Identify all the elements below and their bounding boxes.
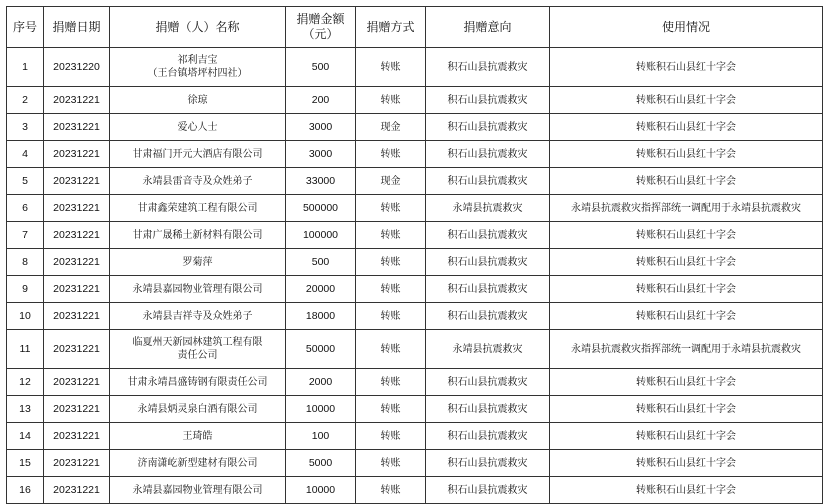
header-donor: 捐赠（人）名称: [110, 7, 286, 48]
cell-method: 转账: [356, 276, 426, 303]
cell-date: 20231221: [44, 369, 110, 396]
cell-intent: 永靖县抗震救灾: [426, 330, 550, 369]
table-row: [7, 396, 823, 423]
cell-donor: 永靖县吉祥寺及众姓弟子: [110, 303, 286, 330]
cell-intent: 永靖县抗震救灾: [426, 195, 550, 222]
cell-donor-line2: 责任公司: [177, 350, 218, 361]
cell-donor: 永靖县嘉园物业管理有限公司: [110, 276, 286, 303]
cell-usage: 转账积石山县红十字会: [550, 87, 823, 114]
cell-no: 4: [7, 141, 44, 168]
table-row: [7, 303, 823, 330]
cell-method: 转账: [356, 195, 426, 222]
table-row: [7, 222, 823, 249]
cell-donor: [110, 330, 286, 369]
table-row: [7, 477, 823, 504]
header-method: 捐赠方式: [356, 7, 426, 48]
table-header-row: [7, 7, 823, 48]
cell-donor: 甘肃永靖昌盛铸钢有限责任公司: [110, 369, 286, 396]
cell-date: 20231221: [44, 168, 110, 195]
cell-usage: 转账积石山县红十字会: [550, 396, 823, 423]
cell-no: 10: [7, 303, 44, 330]
cell-donor-line1: 临夏州天新园林建筑工程有限: [132, 337, 263, 348]
cell-amount: 500: [286, 48, 356, 87]
table-row: [7, 423, 823, 450]
table-row: [7, 276, 823, 303]
cell-donor: 永靖县嘉园物业管理有限公司: [110, 477, 286, 504]
table-body: [7, 48, 823, 504]
donation-table: [6, 6, 823, 504]
cell-usage: 转账积石山县红十字会: [550, 303, 823, 330]
cell-no: 13: [7, 396, 44, 423]
cell-method: 转账: [356, 369, 426, 396]
table-row: [7, 168, 823, 195]
cell-donor: 甘肃福门开元大酒店有限公司: [110, 141, 286, 168]
cell-amount: 10000: [286, 396, 356, 423]
cell-method: 转账: [356, 48, 426, 87]
header-date: 捐赠日期: [44, 7, 110, 48]
cell-method: 转账: [356, 249, 426, 276]
cell-date: 20231221: [44, 87, 110, 114]
cell-usage: 转账积石山县红十字会: [550, 450, 823, 477]
cell-donor: 济南潇屹新型建材有限公司: [110, 450, 286, 477]
cell-donor: 永靖县雷音寺及众姓弟子: [110, 168, 286, 195]
header-amount: [286, 7, 356, 48]
cell-usage: 转账积石山县红十字会: [550, 369, 823, 396]
cell-usage: 转账积石山县红十字会: [550, 276, 823, 303]
cell-date: 20231221: [44, 141, 110, 168]
cell-donor: [110, 48, 286, 87]
cell-amount: 200: [286, 87, 356, 114]
table-row: [7, 369, 823, 396]
cell-intent: 积石山县抗震救灾: [426, 369, 550, 396]
cell-no: 14: [7, 423, 44, 450]
cell-method: 转账: [356, 87, 426, 114]
cell-date: 20231221: [44, 423, 110, 450]
table-row: [7, 330, 823, 369]
cell-usage: 转账积石山县红十字会: [550, 249, 823, 276]
cell-date: 20231220: [44, 48, 110, 87]
cell-method: 现金: [356, 168, 426, 195]
cell-amount: 10000: [286, 477, 356, 504]
cell-date: 20231221: [44, 195, 110, 222]
cell-intent: 积石山县抗震救灾: [426, 423, 550, 450]
cell-amount: 18000: [286, 303, 356, 330]
cell-no: 16: [7, 477, 44, 504]
donation-table-container: [6, 6, 823, 504]
cell-intent: 积石山县抗震救灾: [426, 477, 550, 504]
header-usage: 使用情况: [550, 7, 823, 48]
cell-no: 3: [7, 114, 44, 141]
table-row: [7, 141, 823, 168]
cell-donor: 罗菊萍: [110, 249, 286, 276]
cell-donor: 永靖县炳灵泉白酒有限公司: [110, 396, 286, 423]
header-no: 序号: [7, 7, 44, 48]
cell-date: 20231221: [44, 114, 110, 141]
cell-donor: 甘肃鑫荣建筑工程有限公司: [110, 195, 286, 222]
cell-intent: 积石山县抗震救灾: [426, 303, 550, 330]
cell-no: 12: [7, 369, 44, 396]
table-row: [7, 195, 823, 222]
cell-no: 9: [7, 276, 44, 303]
cell-usage: 永靖县抗震救灾指挥部统一调配用于永靖县抗震救灾: [550, 330, 823, 369]
cell-date: 20231221: [44, 477, 110, 504]
cell-amount: 33000: [286, 168, 356, 195]
table-row: [7, 87, 823, 114]
cell-intent: 积石山县抗震救灾: [426, 48, 550, 87]
cell-date: 20231221: [44, 222, 110, 249]
table-row: [7, 114, 823, 141]
cell-intent: 积石山县抗震救灾: [426, 87, 550, 114]
cell-donor-line2: （王台镇塔坪村四社）: [147, 68, 248, 79]
cell-no: 7: [7, 222, 44, 249]
cell-method: 转账: [356, 303, 426, 330]
cell-amount: 2000: [286, 369, 356, 396]
cell-usage: 转账积石山县红十字会: [550, 141, 823, 168]
cell-method: 转账: [356, 141, 426, 168]
cell-donor: 王琦皓: [110, 423, 286, 450]
cell-amount: 500000: [286, 195, 356, 222]
cell-date: 20231221: [44, 396, 110, 423]
cell-amount: 100000: [286, 222, 356, 249]
cell-usage: 转账积石山县红十字会: [550, 168, 823, 195]
cell-intent: 积石山县抗震救灾: [426, 222, 550, 249]
cell-no: 15: [7, 450, 44, 477]
cell-method: 现金: [356, 114, 426, 141]
cell-method: 转账: [356, 477, 426, 504]
cell-date: 20231221: [44, 303, 110, 330]
cell-usage: 转账积石山县红十字会: [550, 423, 823, 450]
cell-usage: 转账积石山县红十字会: [550, 114, 823, 141]
cell-amount: 20000: [286, 276, 356, 303]
cell-usage: 转账积石山县红十字会: [550, 48, 823, 87]
cell-no: 6: [7, 195, 44, 222]
cell-usage: 永靖县抗震救灾指挥部统一调配用于永靖县抗震救灾: [550, 195, 823, 222]
header-intent: 捐赠意向: [426, 7, 550, 48]
cell-date: 20231221: [44, 450, 110, 477]
cell-date: 20231221: [44, 249, 110, 276]
cell-method: 转账: [356, 330, 426, 369]
cell-intent: 积石山县抗震救灾: [426, 141, 550, 168]
cell-amount: 500: [286, 249, 356, 276]
table-row: [7, 450, 823, 477]
cell-usage: 转账积石山县红十字会: [550, 222, 823, 249]
cell-no: 8: [7, 249, 44, 276]
cell-intent: 积石山县抗震救灾: [426, 276, 550, 303]
cell-no: 1: [7, 48, 44, 87]
table-row: [7, 249, 823, 276]
cell-no: 11: [7, 330, 44, 369]
table-row: [7, 48, 823, 87]
cell-amount: 50000: [286, 330, 356, 369]
header-amount-line2: （元）: [302, 27, 339, 41]
cell-date: 20231221: [44, 330, 110, 369]
cell-method: 转账: [356, 396, 426, 423]
cell-amount: 3000: [286, 114, 356, 141]
cell-intent: 积石山县抗震救灾: [426, 168, 550, 195]
cell-intent: 积石山县抗震救灾: [426, 249, 550, 276]
cell-intent: 积石山县抗震救灾: [426, 114, 550, 141]
cell-method: 转账: [356, 450, 426, 477]
cell-amount: 3000: [286, 141, 356, 168]
header-amount-line1: 捐赠金额: [296, 12, 345, 26]
cell-intent: 积石山县抗震救灾: [426, 396, 550, 423]
cell-no: 5: [7, 168, 44, 195]
cell-donor: 甘肃广晟稀土新材料有限公司: [110, 222, 286, 249]
cell-date: 20231221: [44, 276, 110, 303]
cell-method: 转账: [356, 423, 426, 450]
cell-intent: 积石山县抗震救灾: [426, 450, 550, 477]
cell-amount: 5000: [286, 450, 356, 477]
cell-method: 转账: [356, 222, 426, 249]
cell-donor: 徐琼: [110, 87, 286, 114]
cell-donor: 爱心人士: [110, 114, 286, 141]
cell-amount: 100: [286, 423, 356, 450]
cell-usage: 转账积石山县红十字会: [550, 477, 823, 504]
cell-donor-line1: 祁利吉宝: [177, 55, 218, 66]
cell-no: 2: [7, 87, 44, 114]
